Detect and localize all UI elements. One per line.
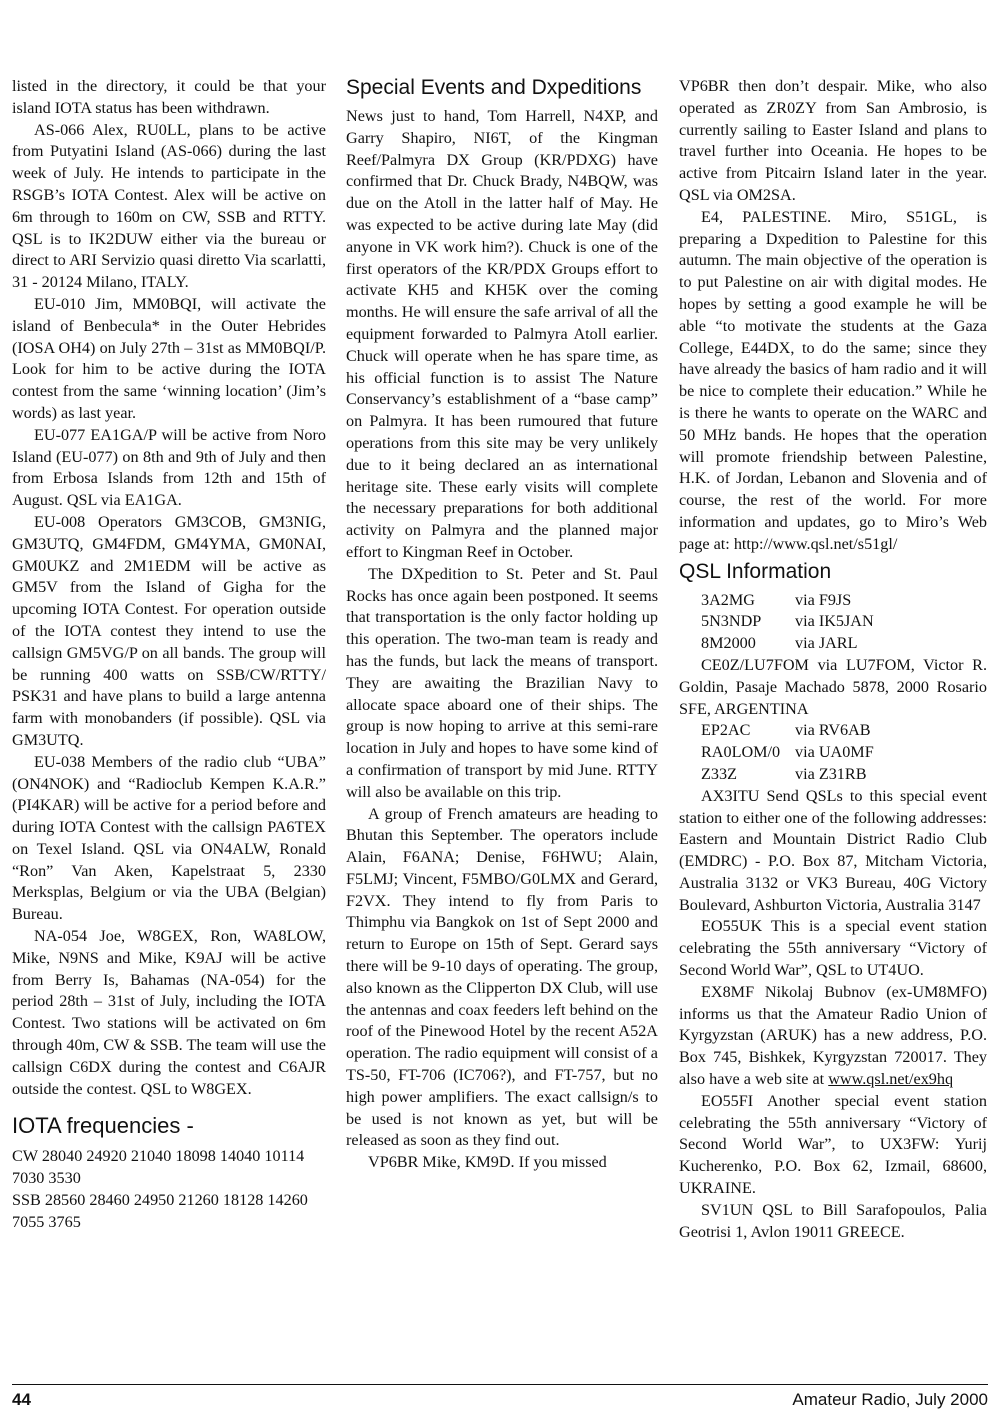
qsl-row <box>679 611 987 633</box>
ssb-frequencies: SSB 28560 28460 24950 21260 18128 14260 7055 3765 <box>12 1191 308 1231</box>
qsl-callsign: 3A2MG <box>701 590 755 609</box>
article-paragraph: VP6BR Mike, KM9D. If you missed <box>368 1153 607 1172</box>
qsl-via: via RV6AB <box>795 721 871 740</box>
qsl-via: via F9JS <box>795 590 852 609</box>
iota-entry-as066: AS-066 Alex, RU0LL, plans to be active from Putyatini Island (AS-066) during the last week of July. He intends to participate in the RSGB’s IOTA Contest. Alex will be active on 6m through to 160m on CW, SSB and RTTY. QSL is to IK2DUW either via the bureau or direct to ARI Servizio quasi diretto Via scarlatti, 31 - 20124 Milano, ITALY. <box>12 120 326 292</box>
column-left <box>12 76 326 1234</box>
iota-frequencies-heading: IOTA frequencies - <box>12 1113 194 1139</box>
qsl-callsign: RA0LOM/0 <box>701 743 781 762</box>
special-events-heading: Special Events and Dxpeditions <box>346 76 642 99</box>
qsl-entry-eo55uk: EO55UK This is a special event station celebrating the 55th anniversary “Victory of Second World War”, QSL to UT4UO. <box>679 917 987 980</box>
qsl-callsign: 5N3NDP <box>701 612 762 631</box>
article-paragraph: VP6BR then don’t despair. Mike, who also operated as ZR0ZY from San Ambrosio, is currently sailing to Easter Island and plans to travel further into Oceania. He hopes to be active from Pitcairn Island later in the year. QSL via OM2SA. <box>679 77 987 204</box>
qsl-information-heading: QSL Information <box>679 559 832 583</box>
magazine-issue: Amateur Radio, July 2000 <box>792 1390 988 1409</box>
iota-entry-eu010: EU-010 Jim, MM0BQI, will activate the island of Benbecula* in the Outer Hebrides (IOSA OH4) on July 27th – 31st as MM0BQI/P. Look for him to be active during the IOTA contest from the same ‘winning location’ (Jim’s words) as last year. <box>12 294 326 422</box>
qsl-via: via IK5JAN <box>795 612 874 631</box>
qsl-via: via Z31RB <box>795 764 867 783</box>
qsl-row <box>679 590 987 612</box>
page-footer <box>12 1388 988 1410</box>
qsl-entry-sv1un: SV1UN QSL to Bill Sarafopoulos, Palia Geotrisi 1, Avlon 19011 GREECE. <box>679 1200 987 1241</box>
iota-entry-na054: NA-054 Joe, W8GEX, Ron, WA8LOW, Mike, N9NS and Mike, K9AJ will be active from Berry Is, Bahamas (NA-054) for the period 28th – 31st of July, including the IOTA Contest. Two stations will be activated on 6m through 40m, CW & SSB. The team will use the callsign C6DX during the contest and C6AJR outside the contest. QSL to W8GEX. <box>12 927 326 1098</box>
article-paragraph: The DXpedition to St. Peter and St. Paul Rocks has once again been postponed. It seems that transportation is the only factor holding up this operation. The two-man team is ready and has the funds, but lack the means of transport. They are awaiting the Brazilian Navy to allocate space aboard one of their ships. The group is now hoping to arrive at this semi-rare location in July and hopes to have some kind of a confirmation of transport by mid June. RTTY will also be available on this trip. <box>346 564 658 801</box>
qsl-via: via JARL <box>795 634 858 653</box>
article-paragraph: News just to hand, Tom Harrell, N4XP, and Garry Shapiro, NI6T, of the Kingman Reef/Palmyra DX Group (KR/PDXG) have confirmed that Dr. Chuck Brady, N4BQW, was due on the Atoll in the latter half of May. He was expected to be active during late May (did anyone in VK work him?). Chuck is one of the first operators of the KR/PDX Groups effort to activate KH5 and KH5K over the coming months. He will ensure the safe arrival of all the equipment forwarded to Palmyra Atoll earlier. Chuck will operate when he has spare time, as his official function is to assist The Nature Conservancy’s establishment of a “base camp” on Palmyra. It has been rumoured that future operations from this site may be very unlikely due to it being declared an as international heritage site. These early visits will complete the necessary preparations for both additional activity on Palmyra and the planned major effort to Kingman Reef in October. <box>346 107 658 561</box>
qsl-entry-eo55fi: EO55FI Another special event station celebrating the 55th anniversary “Victory of Second World War”, to UX3FW: Yurij Kucherenko, P.O. Box 62, Izmail, 68600, UKRAINE. <box>679 1091 987 1198</box>
article-paragraph: E4, PALESTINE. Miro, S51GL, is preparing a Dxpedition to Palestine for this autumn. The main objective of the operation is to put Palestine on air with digital modes. He hopes by setting a good example he will be able “to motivate the students at the Gaza College, E44DX, to do the same; since they have already the basics of ham radio and it will be nice to complete their education.” While he is there he wants to operate on the WARC and 50 MHz bands. He hopes that the operation will promote friendship between Palestine, H.K. of Jordan, Lebanon and Slovenia and of course, the rest of the world. For more information and updates, go to Miro’s Web page at: http://www.qsl.net/s51gl/ <box>679 207 987 553</box>
iota-entry-eu077: EU-077 EA1GA/P will be active from Noro Island (EU-077) on 8th and 9th of July and then from Erbosa Islands from 12th and 15th of August. QSL via EA1GA. <box>12 425 326 510</box>
qsl-entry-ax3itu: AX3ITU Send QSLs to this special event station to either one of the following addresses: Eastern and Mountain District Radio Club (EMDRC) - P.O. Box 87, Mitcham Victoria, Australia 3132 or VK3 Bureau, 40G Victory Boulevard, Ashburton Victoria, Australia 3147 <box>679 786 987 914</box>
qsl-callsign: EP2AC <box>701 721 751 740</box>
column-middle <box>346 72 658 1174</box>
column-right <box>679 76 987 1243</box>
article-paragraph: A group of French amateurs are heading to Bhutan this September. The operators include Alain, F6ANA; Denise, F6HWU; Alain, F5LMJ; Vincent, F5MBO/G0LMX and Gerard, F2VX. They intend to fly from Paris to Thimphu via Bangkok on 1st of Sept 2000 and return to Europe on 15th of Sept. Gerard says there will be 9-10 days of operating. The group, also known as the Clipperton DX Club, will use the antennas and coax feeders left behind on the roof of the Pinewood Hotel by the recent A52A operation. The radio equipment will consist of a TS-50, FT-706 (IC706?), and FT-757, but no high power amplifiers. The exact callsign/s to be used is not known as yet, but will be released as soon as they find out. <box>346 804 658 1150</box>
iota-entry-eu038: EU-038 Members of the radio club “UBA” (ON4NOK) and “Radioclub Kempen K.A.R.” (PI4KAR) will be active for a period before and during IOTA Contest with the callsign PA6TEX on Texel Island. QSL via ON4ALW, Ronald “Ron” Van Aken, Kapelstraat 5, 2330 Merksplas, Belgium or via the UBA (Belgian) Bureau. <box>12 752 326 924</box>
qsl-row <box>679 742 987 764</box>
qsl-row <box>679 720 987 742</box>
footer-rule <box>12 1384 988 1385</box>
ex9hq-web-link[interactable]: www.qsl.net/ex9hq <box>828 1070 954 1089</box>
qsl-via: via UA0MF <box>795 743 874 762</box>
qsl-entry-ex8mf <box>679 982 987 1091</box>
page-number: 44 <box>12 1390 31 1409</box>
iota-entry-eu008: EU-008 Operators GM3COB, GM3NIG, GM3UTQ, GM4FDM, GM4YMA, GM0NAI, GM0UKZ and 2M1EDM will be active as GM5V from the Island of Gigha for the upcoming IOTA Contest. For operation outside of the IOTA contest they intend to use the callsign GM5VG/P on all bands. The group will be running 400 watts on SSB/CW/RTTY/ PSK31 and have plans to build a large antenna farm with monobanders (if possible). QSL via GM3UTQ. <box>12 512 326 749</box>
qsl-callsign: 8M2000 <box>701 634 756 653</box>
article-paragraph: listed in the directory, it could be that your island IOTA status has been withdrawn. <box>12 77 326 117</box>
qsl-entry-ce0z: CE0Z/LU7FOM via LU7FOM, Victor R. Goldin, Pasaje Machado 5878, 2000 Rosario SFE, ARGENTINA <box>679 655 987 718</box>
cw-frequencies: CW 28040 24920 21040 18098 14040 10114 7030 3530 <box>12 1147 305 1188</box>
qsl-row <box>679 764 987 786</box>
qsl-callsign: Z33Z <box>701 764 737 783</box>
ex8mf-text: EX8MF Nikolaj Bubnov (ex-UM8MFO) informs us that the Amateur Radio Union of Kyrgyzstan (ARUK) has a new address, P.O. Box 745, Bishkek, Kyrgyzstan 720017. They also have a web site at <box>679 982 987 1089</box>
qsl-row <box>679 633 987 655</box>
